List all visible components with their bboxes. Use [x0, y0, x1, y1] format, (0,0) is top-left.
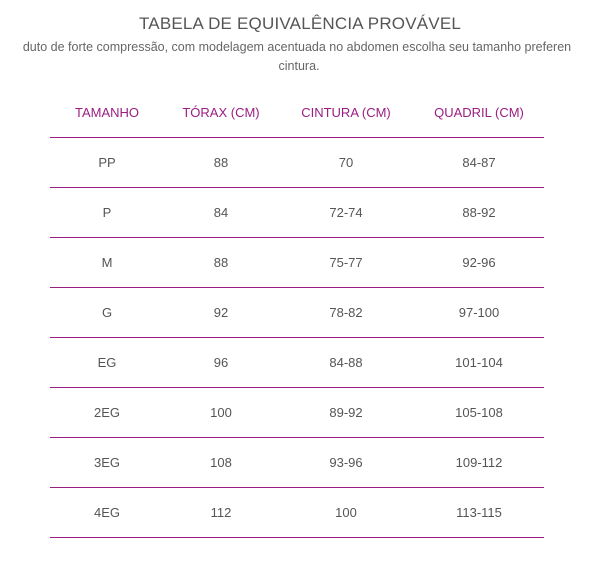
cell-chest: 112 — [164, 488, 278, 538]
cell-hip: 113-115 — [414, 488, 544, 538]
cell-waist: 93-96 — [278, 438, 414, 488]
table-row — [50, 288, 544, 338]
table-row — [50, 438, 544, 488]
cell-chest: 92 — [164, 288, 278, 338]
page-subtitle — [0, 38, 600, 76]
cell-chest: 88 — [164, 238, 278, 288]
cell-size: PP — [50, 138, 164, 188]
cell-size: M — [50, 238, 164, 288]
subtitle-line-2: cintura. — [278, 59, 320, 73]
cell-waist: 70 — [278, 138, 414, 188]
cell-chest: 84 — [164, 188, 278, 238]
cell-size: G — [50, 288, 164, 338]
header-chest: TÓRAX (CM) — [164, 88, 278, 138]
header-size: TAMANHO — [50, 88, 164, 138]
table-row — [50, 138, 544, 188]
cell-hip: 88-92 — [414, 188, 544, 238]
cell-hip: 92-96 — [414, 238, 544, 288]
cell-hip: 109-112 — [414, 438, 544, 488]
cell-size: 2EG — [50, 388, 164, 438]
table-row — [50, 238, 544, 288]
cell-size: 3EG — [50, 438, 164, 488]
cell-size: 4EG — [50, 488, 164, 538]
cell-hip: 105-108 — [414, 388, 544, 438]
cell-chest: 96 — [164, 338, 278, 388]
cell-size: P — [50, 188, 164, 238]
table-row — [50, 338, 544, 388]
cell-hip: 84-87 — [414, 138, 544, 188]
table-row — [50, 388, 544, 438]
cell-waist: 89-92 — [278, 388, 414, 438]
cell-waist: 72-74 — [278, 188, 414, 238]
cell-hip: 97-100 — [414, 288, 544, 338]
header-waist: CINTURA (CM) — [278, 88, 414, 138]
page-title: TABELA DE EQUIVALÊNCIA PROVÁVEL — [138, 14, 462, 33]
cell-chest: 88 — [164, 138, 278, 188]
header-hip: QUADRIL (CM) — [414, 88, 544, 138]
subtitle-line-1: duto de forte compressão, com modelagem acentuada no abdomen escolha seu tamanho preferen — [22, 40, 572, 54]
cell-size: EG — [50, 338, 164, 388]
cell-waist: 100 — [278, 488, 414, 538]
cell-waist: 84-88 — [278, 338, 414, 388]
cell-chest: 108 — [164, 438, 278, 488]
cell-chest: 100 — [164, 388, 278, 438]
size-equivalence-table — [50, 88, 544, 538]
table-header-row — [50, 88, 544, 138]
table-row — [50, 188, 544, 238]
cell-waist: 75-77 — [278, 238, 414, 288]
cell-waist: 78-82 — [278, 288, 414, 338]
cell-hip: 101-104 — [414, 338, 544, 388]
table-row — [50, 488, 544, 538]
